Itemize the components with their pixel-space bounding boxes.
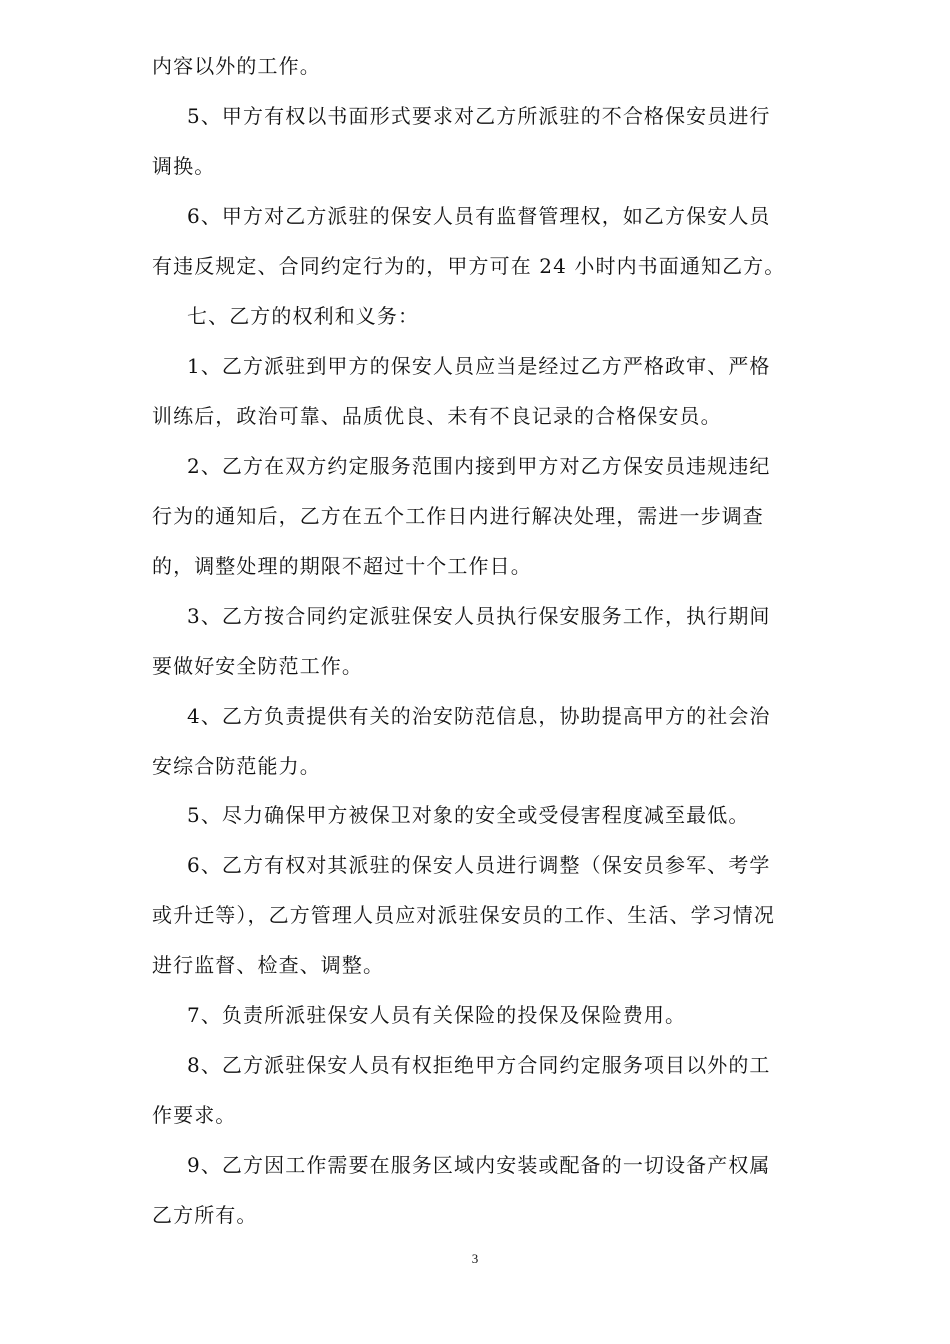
text-line: 7、负责所派驻保安人员有关保险的投保及保险费用。 bbox=[187, 1003, 687, 1027]
text-line: 3、乙方按合同约定派驻保安人员执行保安服务工作，执行期间 bbox=[187, 604, 771, 628]
text-line: 1、乙方派驻到甲方的保安人员应当是经过乙方严格政审、严格 bbox=[187, 354, 771, 378]
section-heading: 七、乙方的权利和义务： bbox=[187, 304, 420, 328]
text-line: 6、乙方有权对其派驻的保安人员进行调整（保安员参军、考学 bbox=[187, 853, 771, 877]
text-line: 8、乙方派驻保安人员有权拒绝甲方合同约定服务项目以外的工 bbox=[187, 1053, 771, 1077]
text-line: 5、甲方有权以书面形式要求对乙方所派驻的不合格保安员进行 bbox=[187, 104, 771, 128]
text-line: 训练后，政治可靠、品质优良、未有不良记录的合格保安员。 bbox=[152, 404, 722, 428]
text-line: 6、甲方对乙方派驻的保安人员有监督管理权，如乙方保安人员 bbox=[187, 204, 771, 228]
text-line: 进行监督、检查、调整。 bbox=[152, 953, 385, 977]
text-line: 安综合防范能力。 bbox=[152, 754, 321, 778]
text-line: 乙方所有。 bbox=[152, 1203, 258, 1227]
text-line: 9、乙方因工作需要在服务区域内安装或配备的一切设备产权属 bbox=[187, 1153, 771, 1177]
text-line: 5、尽力确保甲方被保卫对象的安全或受侵害程度减至最低。 bbox=[187, 803, 750, 827]
text-line: 2、乙方在双方约定服务范围内接到甲方对乙方保安员违规违纪 bbox=[187, 454, 771, 478]
text-line: 有违反规定、合同约定行为的，甲方可在 24 小时内书面通知乙方。 bbox=[152, 254, 786, 278]
text-line: 要做好安全防范工作。 bbox=[152, 654, 363, 678]
text-line: 行为的通知后，乙方在五个工作日内进行解决处理，需进一步调查 bbox=[152, 504, 764, 528]
text-line: 4、乙方负责提供有关的治安防范信息，协助提高甲方的社会治 bbox=[187, 704, 771, 728]
text-line: 内容以外的工作。 bbox=[152, 54, 321, 78]
text-line: 或升迁等），乙方管理人员应对派驻保安员的工作、生活、学习情况 bbox=[152, 903, 775, 927]
text-line: 的，调整处理的期限不超过十个工作日。 bbox=[152, 554, 532, 578]
page-number: 3 bbox=[471, 1251, 479, 1266]
text-line: 作要求。 bbox=[152, 1103, 237, 1127]
text-line: 调换。 bbox=[152, 154, 216, 178]
